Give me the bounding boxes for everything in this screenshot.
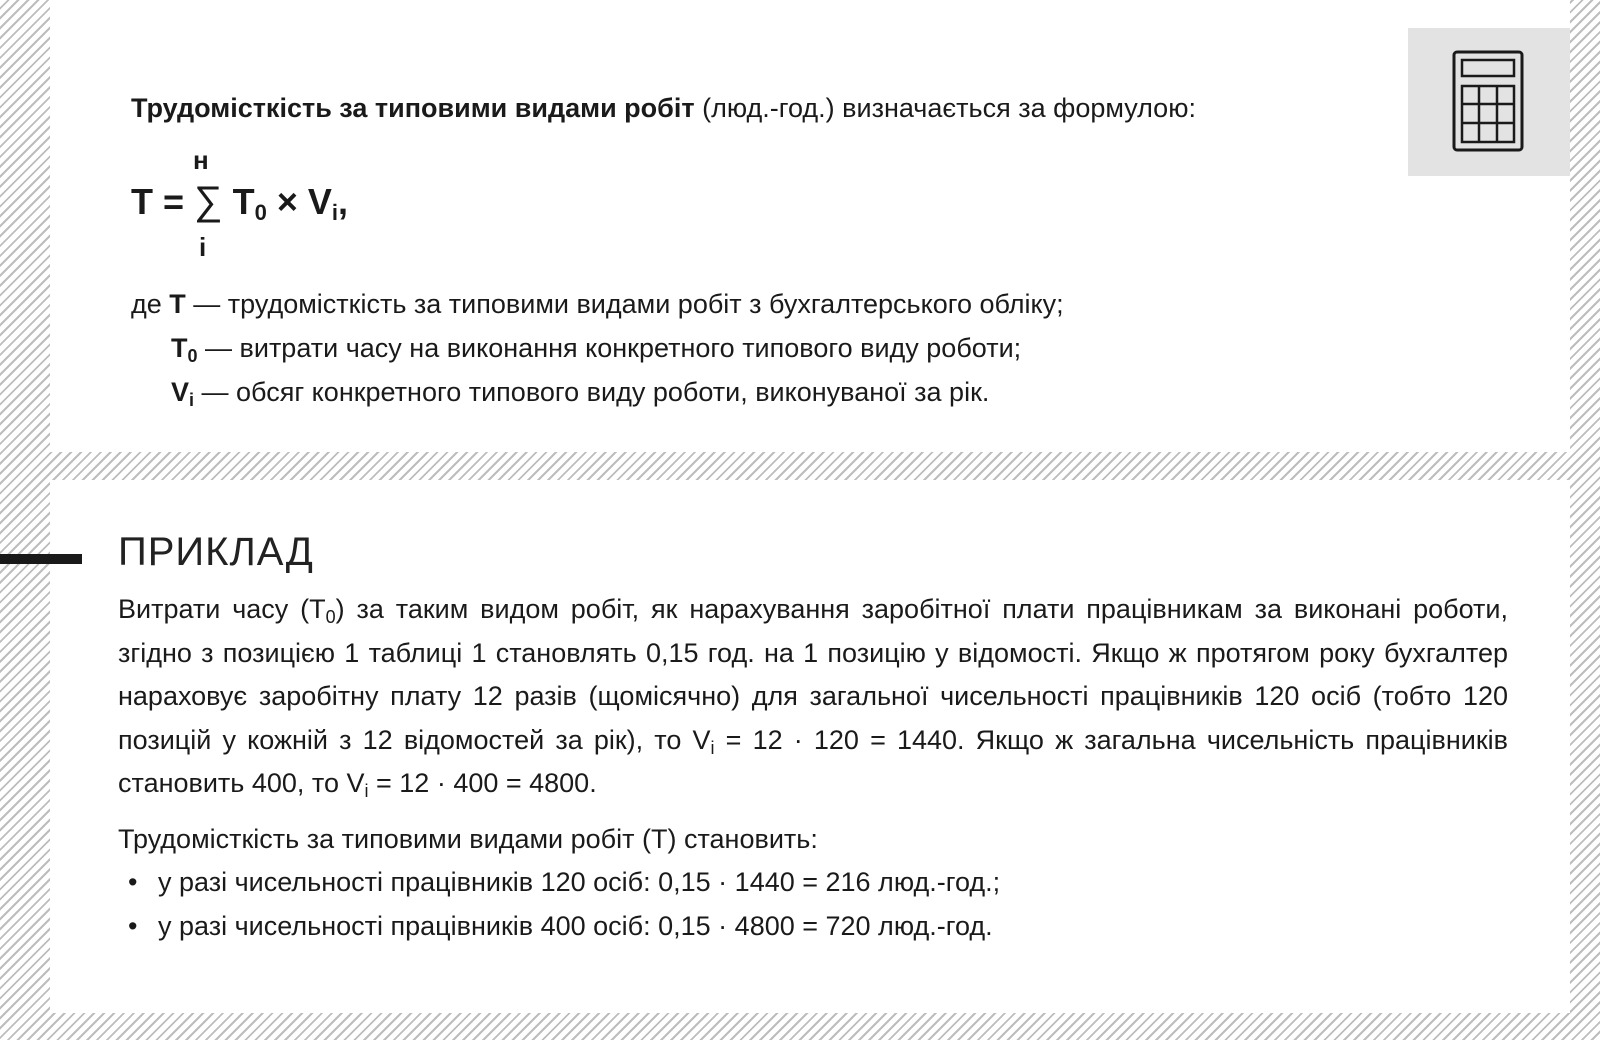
formula-vi-sub: і [331, 200, 338, 225]
formula-lhs: T = [131, 181, 195, 222]
definition-T0 [171, 331, 1021, 373]
formula-end: , [337, 181, 348, 222]
example-paragraph [118, 588, 1508, 806]
example-heading: ПРИКЛАД [118, 530, 314, 574]
formula-t0: T [232, 181, 255, 222]
para-sub: i [710, 737, 715, 758]
def-text: — обсяг конкретного типового виду роботи, виконуваної за рік. [194, 377, 990, 407]
list-item-text: у разі чисельності працівників 120 осіб: 0,15 · 1440 = 216 люд.-год.; [158, 867, 1001, 897]
definition-T [131, 287, 1064, 321]
def-text: — трудомісткість за типовими видами робіт з бухгалтерського обліку; [185, 289, 1064, 319]
calculator-badge [1408, 28, 1570, 176]
def-text: — витрати часу на виконання конкретного типового виду роботи; [197, 333, 1022, 363]
list-item-text: у разі чисельності працівників 400 осіб: 0,15 · 4800 = 720 люд.-год. [158, 911, 993, 941]
formula [131, 180, 348, 234]
def-sub: і [189, 390, 195, 410]
intro-text [131, 91, 1196, 125]
intro-bold: Трудомісткість за типовими видами робіт [131, 93, 695, 123]
total-statement: Трудомісткість за типовими видами робіт (T) становить: [118, 824, 818, 854]
section-marker [0, 554, 82, 564]
formula-t0-sub: 0 [254, 200, 267, 225]
def-sub: 0 [187, 346, 198, 366]
calculator-icon [1452, 50, 1524, 152]
def-symbol: T [171, 333, 188, 363]
bullet-dot: • [128, 911, 138, 941]
para-part: = 12 · 120 = 1440. Якщо ж загальна чисельність працівників становить 400, то V [118, 724, 1508, 798]
formula-times: × V [266, 181, 332, 222]
def-symbol: T [169, 289, 186, 319]
def-symbol: V [171, 377, 190, 407]
sigma-symbol: ∑ [194, 179, 223, 223]
intro-rest: (люд.-год.) визначається за формулою: [694, 93, 1196, 123]
para-sub: i [364, 781, 369, 801]
definition-Vi [171, 375, 989, 417]
def-prefix: де [131, 289, 170, 319]
para-part: = 12 · 400 = 4800. [368, 768, 597, 798]
para-sub: 0 [325, 607, 336, 627]
sum-upper-limit: н [193, 145, 209, 175]
bullet-dot: • [128, 867, 138, 897]
list-item [128, 909, 993, 943]
sum-lower-limit: і [199, 232, 207, 262]
para-part: Витрати часу (T [118, 594, 326, 624]
para-part: ) за таким видом робіт, як нарахування заробітної плати працівникам за виконані роботи, згідно з позицією 1 таблиці 1 становлять 0,15 год. на 1 позицію у відомості. Якщо ж протягом року бухгалтер нараховує заробітну плату 12 разів (щомісячно) для загальної чисельності працівників 120 осіб (тобто 120 позицій у кожній з 12 відомостей за рік), то V [118, 594, 1508, 755]
list-item [128, 865, 1000, 899]
